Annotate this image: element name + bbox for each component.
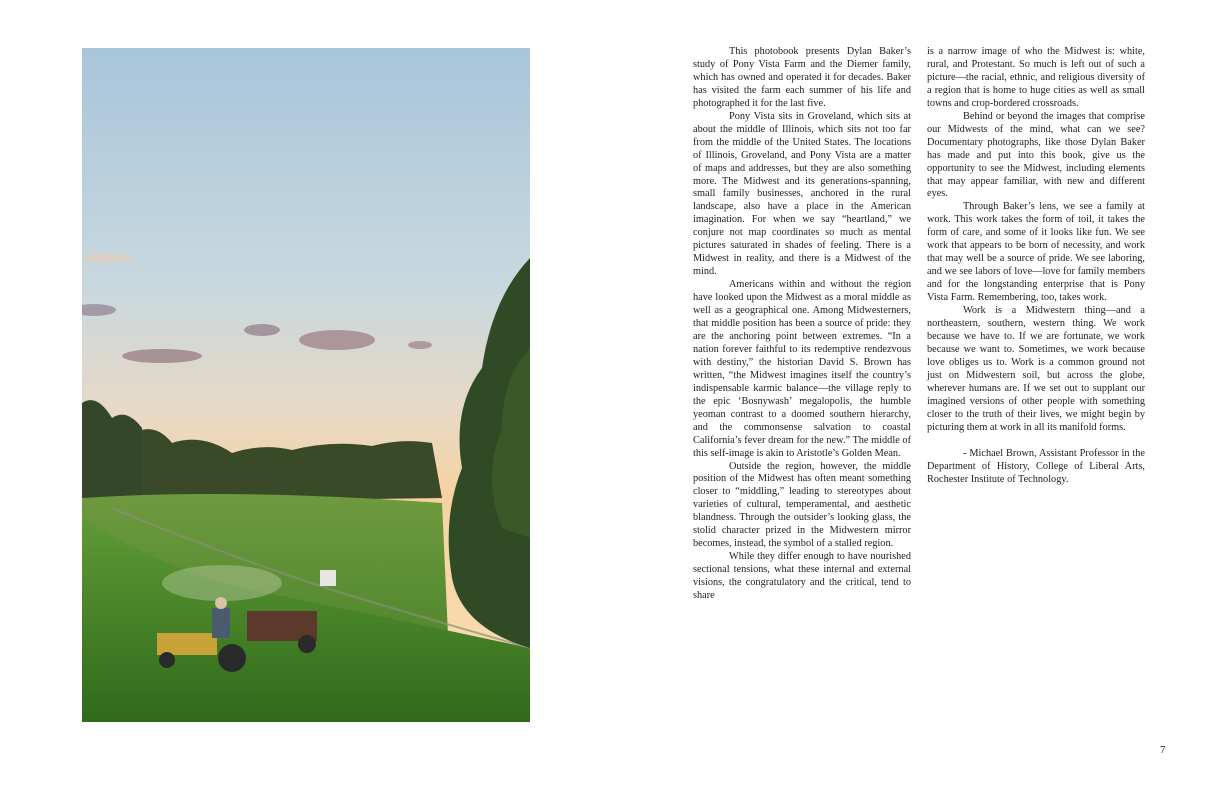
photo-image (82, 48, 530, 722)
paragraph: Through Baker’s lens, we see a family at work. This work takes the form of toil, it takes the form of care, and some of it looks like fun. We see work that appears to be born of necessity, and work that may well be a source of pride. We see laboring, and we see labors of love—love for family members and for the longstanding enterprise that is Pony Vista Farm. Remembering, too, takes work. (927, 201, 1145, 304)
paragraph: Pony Vista sits in Groveland, which sits at about the middle of Illinois, which sits not too far from the middle of the United States. The locations of Illinois, Groveland, and Pony Vista are a matter of maps and addresses, but they are also something more. The Midwest and its generations-spanning, small family businesses, anchored in the rural landscape, also have a place in the American imagination. For when we say “heartland,” we conjure not map coordinates so much as mental pictures saturated in shades of feeling. There is a Midwest in reality, and there is a Midwest of the mind. (693, 110, 911, 278)
farm-photo (82, 48, 530, 722)
paragraph: Work is a Midwestern thing—and a northeastern, southern, western thing. We work because we have to. If we are fortunate, we work because we want to. Sometimes, we work because love obliges us to. Work is a common ground not just on Midwestern soil, but across the globe, wherever humans are. If we set out to supplant our imagined versions of other people with something closer to the truth of their lives, we might begin by picturing them at work in all its manifold forms. (927, 305, 1145, 433)
paragraph-continued: is a narrow image of who the Midwest is: white, rural, and Protestant. So much is left out of such a picture—the racial, ethnic, and religious diversity of a region that is home to huge cities as well as small towns and crop-bordered crossroads. (927, 46, 1145, 109)
author-signature: - Michael Brown, Assistant Professor in the Department of History, College of Liberal Arts, Rochester Institute of Technology. (927, 447, 1145, 485)
text-column-left (693, 46, 911, 603)
paragraph: Behind or beyond the images that comprise our Midwests of the mind, what can we see? Documentary photographs, like those Dylan Baker has made and put into this book, give us the opportunity to see the Midwest, including elements that may appear familiar, with new and different eyes. (927, 110, 1145, 200)
paragraph: This photobook presents Dylan Baker’s study of Pony Vista Farm and the Diemer family, which has owned and operated it for decades. Baker has visited the farm each summer of his life and photographed it for the last five. (693, 46, 911, 109)
page-number: 7 (1160, 744, 1166, 756)
paragraph: Outside the region, however, the middle position of the Midwest has often meant something closer to “middling,” leading to stereotypes about varieties of cultural, temperamental, and aesthetic blandness. Through the outsider’s looking glass, the stolid character prized in the Midwestern mirror becomes, instead, the symbol of a stalled region. (693, 460, 911, 550)
text-column-right (927, 46, 1145, 486)
paragraph: While they differ enough to have nourished sectional tensions, what these internal and external visions, the congratulatory and the critical, tend to share (693, 551, 911, 602)
paragraph: Americans within and without the region have looked upon the Midwest as a moral middle as well as a geographical one. Among Midwesterners, that middle position has been a source of pride: they are the anchoring point between extremes. “In a nation forever faithful to its redemptive rendezvous with destiny,” the historian David S. Brown has written, “the Midwest imagines itself the country’s indispensable karmic balance—the village reply to the epic ‘Bosnywash’ megalopolis, the humble yeoman contrast to a doomed southern hierarchy, and the commonsense salvation to coastal California’s fever dream for the new.” The middle of this self-image is akin to Aristotle’s Golden Mean. (693, 279, 911, 459)
